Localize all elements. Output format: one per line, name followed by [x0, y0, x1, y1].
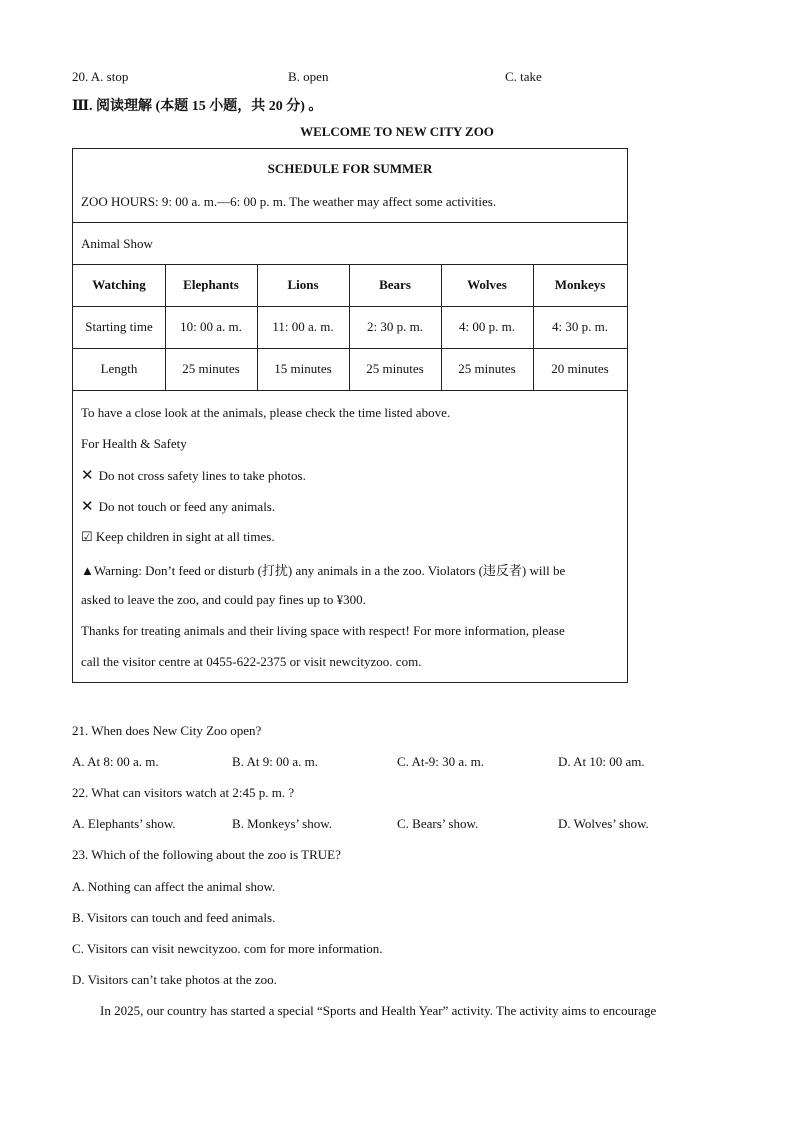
q23-stem: 23. Which of the following about the zoo is TRUE? [72, 847, 341, 862]
reading-title: WELCOME TO NEW CITY ZOO [300, 124, 494, 139]
schedule-title: SCHEDULE FOR SUMMER [267, 161, 433, 176]
q23-option-a: A. Nothing can affect the animal show. [72, 879, 276, 894]
rule-keep-children: ☑ Keep children in sight at all times. [81, 529, 275, 544]
table-header-elephants: Elephants [183, 277, 239, 292]
q22-option-b: B. Monkeys’ show. [232, 816, 333, 831]
table-header-lions: Lions [287, 277, 319, 292]
q22-option-a: A. Elephants’ show. [72, 816, 176, 831]
cross-mark-icon: ✕ [81, 466, 94, 484]
table-cell: 25 minutes [182, 361, 240, 376]
q20-option-b: B. open [288, 69, 329, 84]
table-cell: Length [100, 361, 138, 376]
warning-line-2: asked to leave the zoo, and could pay fines up to ¥300. [81, 592, 366, 607]
table-cell: 25 minutes [458, 361, 516, 376]
thanks-line-1: Thanks for treating animals and their living space with respect! For more information, please [81, 623, 565, 638]
section-heading: Ⅲ. 阅读理解 (本题 15 小题，共 20 分) 。 [72, 99, 323, 114]
q22-option-d: D. Wolves’ show. [558, 816, 649, 831]
table-cell: 25 minutes [366, 361, 424, 376]
q21-stem: 21. When does New City Zoo open? [72, 723, 262, 738]
q20-option-c: C. take [505, 69, 542, 84]
close-look-note: To have a close look at the animals, please check the time listed above. [81, 405, 451, 420]
table-header-monkeys: Monkeys [554, 277, 606, 292]
rule-text: Do not touch or feed any animals. [98, 499, 276, 514]
health-safety-heading: For Health & Safety [81, 436, 187, 451]
table-header-bears: Bears [379, 277, 411, 292]
table-cell: 2: 30 p. m. [367, 319, 423, 334]
divider [73, 390, 627, 391]
table-cell: Starting time [85, 319, 153, 334]
table-cell: 4: 30 p. m. [552, 319, 608, 334]
q22-stem: 22. What can visitors watch at 2:45 p. m. ? [72, 785, 295, 800]
thanks-line-2: call the visitor centre at 0455-622-2375 or visit newcityzoo. com. [81, 654, 422, 669]
q21-option-c: C. At-9: 30 a. m. [397, 754, 485, 769]
table-cell: 10: 00 a. m. [180, 319, 242, 334]
cross-mark-icon: ✕ [81, 497, 94, 515]
table-cell: 11: 00 a. m. [272, 319, 334, 334]
q21-option-b: B. At 9: 00 a. m. [232, 754, 318, 769]
animal-show-label: Animal Show [81, 236, 153, 251]
q21-option-a: A. At 8: 00 a. m. [72, 754, 159, 769]
rule-text: Do not cross safety lines to take photos. [98, 468, 306, 483]
table-header-wolves: Wolves [467, 277, 507, 292]
table-header-watching: Watching [92, 277, 146, 292]
table-cell: 4: 00 p. m. [459, 319, 515, 334]
q23-option-d: D. Visitors can’t take photos at the zoo. [72, 972, 277, 987]
table-cell: 20 minutes [551, 361, 609, 376]
q21-option-d: D. At 10: 00 am. [558, 754, 645, 769]
q20-option-a: 20. A. stop [72, 69, 129, 84]
warning-line-1: ▲Warning: Don’t feed or disturb (打扰) any animals in a the zoo. Violators (违反者) will be [81, 563, 566, 578]
q23-option-c: C. Visitors can visit newcityzoo. com for more information. [72, 941, 383, 956]
schedule-box [72, 148, 628, 683]
next-passage-text: In 2025, our country has started a special “Sports and Health Year” activity. The activity aims to encourage [100, 1003, 657, 1018]
table-cell: 15 minutes [274, 361, 332, 376]
q22-option-c: C. Bears’ show. [397, 816, 479, 831]
q23-option-b: B. Visitors can touch and feed animals. [72, 910, 276, 925]
zoo-hours: ZOO HOURS: 9: 00 a. m.—6: 00 p. m. The weather may affect some activities. [81, 194, 497, 209]
divider [73, 222, 627, 223]
rule-no-crossing [81, 466, 306, 484]
rule-no-touching [81, 497, 275, 515]
